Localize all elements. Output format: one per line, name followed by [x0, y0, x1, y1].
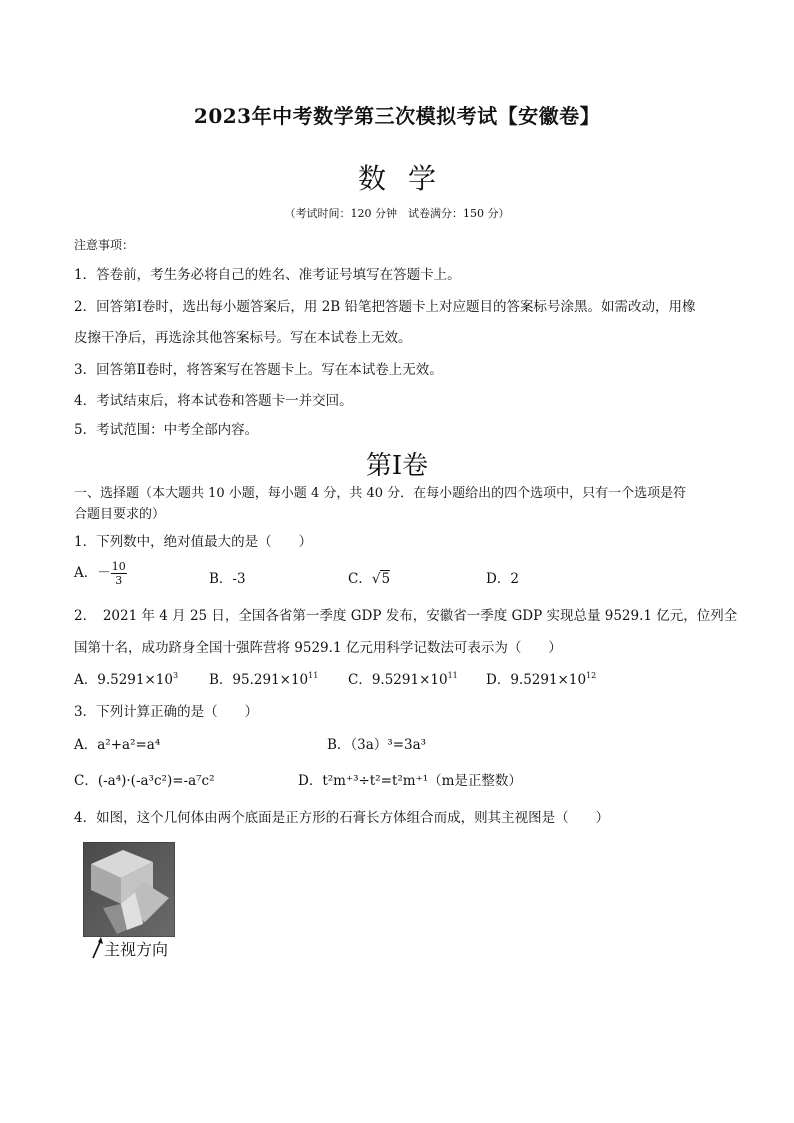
q2-option-c-text: C．9.5291×10: [348, 672, 448, 688]
notes-heading: 注意事项：: [74, 238, 135, 252]
volume-title: 第Ⅰ卷: [365, 451, 429, 481]
q1-option-d: D．2: [486, 571, 519, 587]
question-4-stem: 4．如图，这个几何体由两个底面是正方形的石膏长方体组合而成，则其主视图是（ ）: [74, 810, 610, 826]
exam-title: 2023年中考数学第三次模拟考试【安徽卷】: [193, 104, 601, 128]
q2-option-a: [74, 668, 178, 688]
q1-option-c-prefix: C．: [348, 571, 372, 587]
plaster-cuboids-photo: [83, 842, 175, 937]
q2-option-c: [348, 668, 458, 688]
q1-option-a: [74, 560, 127, 587]
note-item: 皮擦干净后，再选涂其他答案标号。写在本试卷上无效。: [74, 330, 412, 346]
question-2-line2: 国第十名，成功跻身全国十强阵营将 9529.1 亿元用科学记数法可表示为（ ）: [74, 640, 562, 656]
q3-option-c: C．(-a⁴)·(-a³c²)=-a⁷c²: [74, 773, 215, 789]
q3-option-d: D．t²m⁺³÷t²=t²m⁺¹（m是正整数）: [298, 773, 522, 789]
question-1-stem: 1．下列数中，绝对值最大的是（ ）: [74, 534, 313, 550]
question-2-line1: 2． 2021 年 4 月 25 日，全国各省第一季度 GDP 发布，安徽省一季度 GDP 实现总量 9529.1 亿元，位列全: [74, 608, 738, 624]
note-item: 3．回答第Ⅱ卷时，将答案写在答题卡上。写在本试卷上无效。: [74, 362, 443, 378]
q3-option-a: A．a²+a²=a⁴: [74, 737, 161, 753]
radicand: 5: [381, 571, 391, 587]
exponent: 3: [172, 671, 179, 680]
exponent: 12: [586, 671, 597, 680]
note-item: 1．答卷前，考生务必将自己的姓名、准考证号填写在答题卡上。: [74, 267, 461, 283]
q2-option-d: [486, 668, 596, 688]
note-item: 2．回答第Ⅰ卷时，选出每小题答案后，用 2B 铅笔把答题卡上对应题目的答案标号涂黑。如需改动，用橡: [74, 299, 696, 315]
fraction-numerator: 10: [111, 560, 126, 573]
note-item: 4．考试结束后，将本试卷和答题卡一并交回。: [74, 393, 353, 409]
exponent: 11: [447, 671, 458, 680]
q1-option-a-prefix: A．－: [74, 565, 111, 581]
section-heading: 一、选择题（本大题共 10 小题，每小题 4 分，共 40 分．在每小题给出的四个选项中，只有一个选项是符: [74, 486, 687, 501]
fraction: [111, 560, 127, 587]
q2-option-b-text: B．95.291×10: [209, 672, 309, 688]
section-heading-cont: 合题目要求的）: [74, 507, 166, 522]
q3-option-b: B．（3a）³=3a³: [327, 737, 427, 753]
sqrt-symbol: √: [371, 571, 381, 587]
note-item: 5．考试范围：中考全部内容。: [74, 422, 259, 438]
q1-option-c: [348, 567, 390, 587]
fraction-denominator: 3: [115, 574, 123, 587]
q2-option-d-text: D．9.5291×10: [486, 672, 587, 688]
subject-title: 数学: [357, 162, 458, 195]
question-3-stem: 3．下列计算正确的是（ ）: [74, 704, 259, 720]
q2-option-a-text: A．9.5291×10: [74, 672, 173, 688]
exam-info: （考试时间：120 分钟 试卷满分：150 分）: [284, 207, 510, 220]
q2-option-b: [209, 668, 318, 688]
q1-option-b: B．-3: [209, 571, 246, 587]
figure-caption: 主视方向: [104, 940, 169, 959]
view-direction-arrow-icon: [91, 936, 105, 960]
exponent: 11: [308, 671, 319, 680]
